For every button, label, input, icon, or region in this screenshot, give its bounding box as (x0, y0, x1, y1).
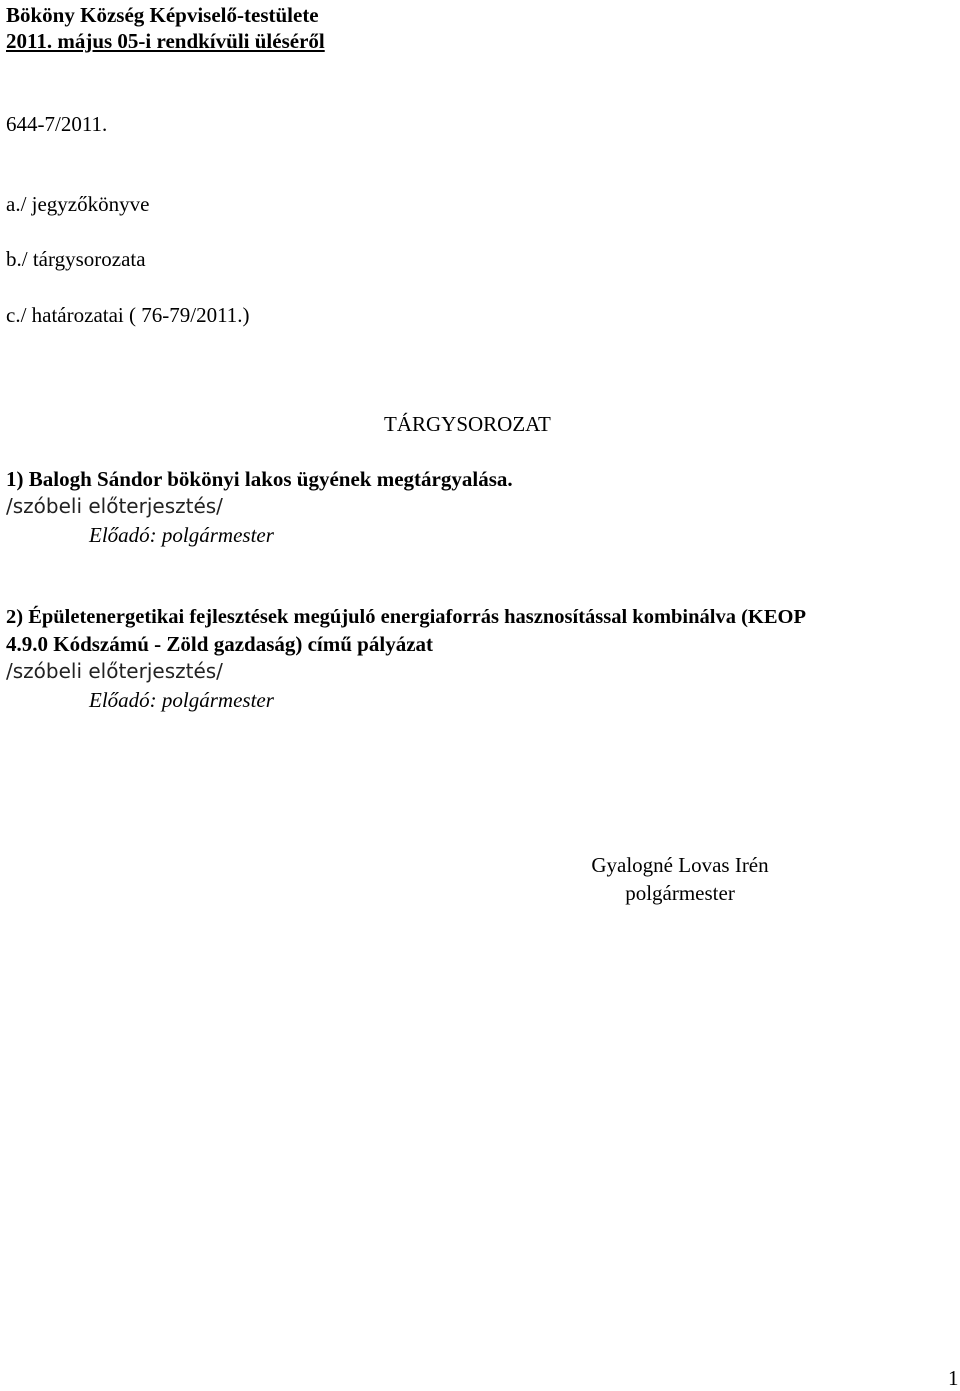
agenda-item-1-presenter: Előadó: polgármester (89, 523, 274, 547)
agenda-item-1-title: 1) Balogh Sándor bökönyi lakos ügyének megtárgyalása. (6, 467, 513, 491)
agenda-item-2-presenter: Előadó: polgármester (89, 688, 274, 712)
signature-title: polgármester (625, 881, 735, 905)
page-number: 1 (948, 1366, 959, 1390)
agenda-item-1-type: /szóbeli előterjesztés/ (6, 494, 223, 518)
meeting-date: 2011. május 05-i rendkívüli üléséről (6, 29, 325, 53)
contents-item-agenda: b./ tárgysorozata (6, 247, 146, 271)
agenda-heading: TÁRGYSOROZAT (384, 412, 551, 436)
signature-name: Gyalogné Lovas Irén (591, 853, 769, 877)
council-name: Bököny Község Képviselő-testülete (6, 3, 319, 27)
agenda-item-2-title-line2: 4.9.0 Kódszámú - Zöld gazdaság) című pályázat (6, 632, 434, 656)
contents-item-resolutions: c./ határozatai ( 76-79/2011.) (6, 303, 250, 327)
reference-number: 644-7/2011. (6, 112, 108, 136)
agenda-item-2-title-line1: 2) Épületenergetikai fejlesztések megújuló energiaforrás hasznosítással kombinálva (KEOP (6, 606, 807, 628)
agenda-item-2-type: /szóbeli előterjesztés/ (6, 659, 223, 683)
contents-item-minutes: a./ jegyzőkönyve (6, 192, 150, 216)
